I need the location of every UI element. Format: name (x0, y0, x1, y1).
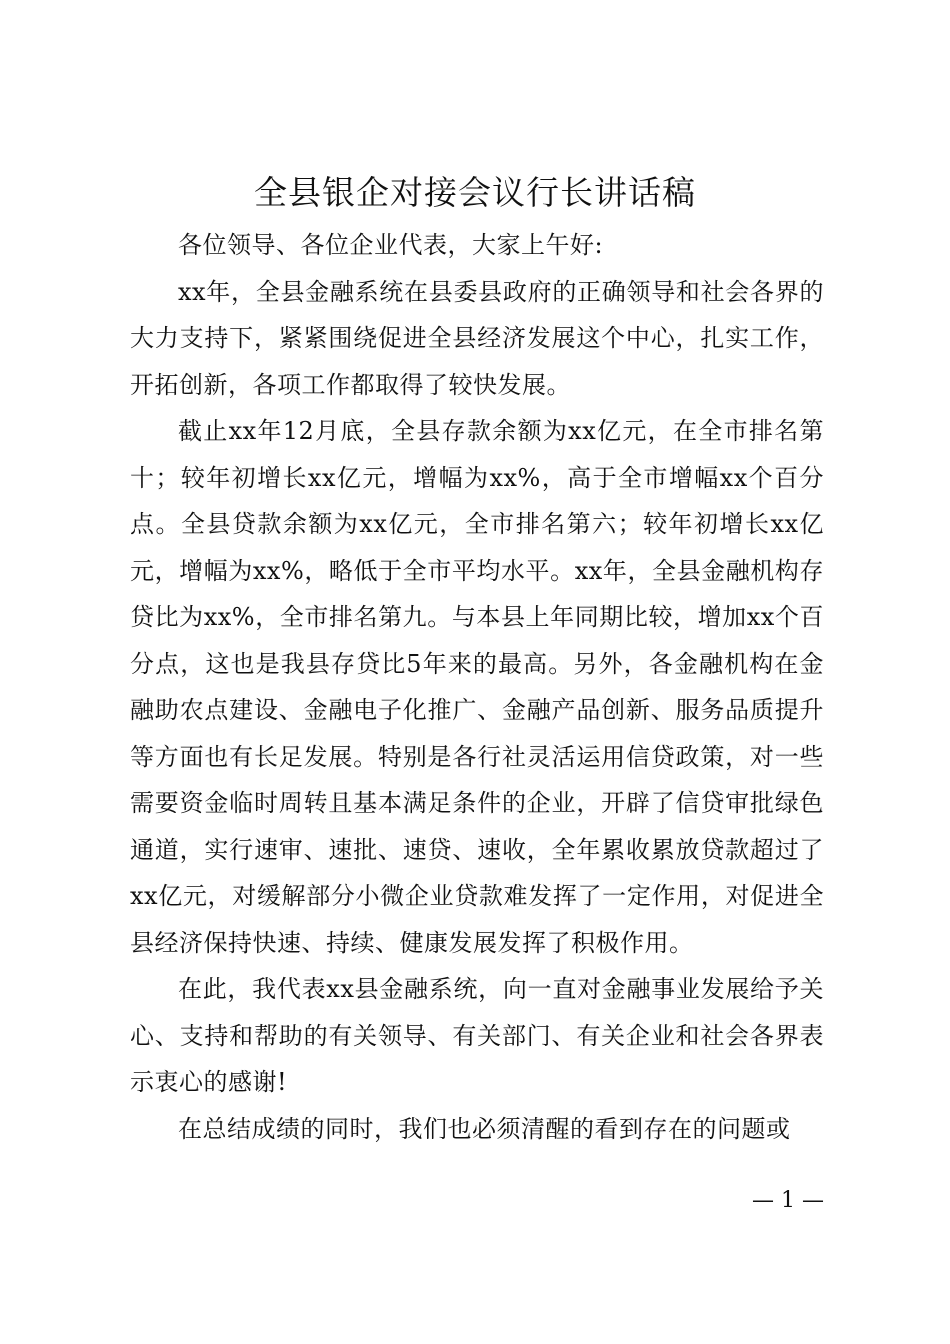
paragraph-problems: 在总结成绩的同时，我们也必须清醒的看到存在的问题或 (178, 1114, 791, 1143)
document-body (130, 222, 824, 1152)
paragraph-statistics: 截止xx年12月底，全县存款余额为xx亿元，在全市排名第十；较年初增长xx亿元，增幅为xx%，高于全市增幅xx个百分点。全县贷款余额为xx亿元，全市排名第六；较年初增长xx亿元，增幅为xx%，略低于全市平均水平。xx年，全县金融机构存贷比为xx%，全市排名第九。与本县上年同期比较，增加xx个百分点，这也是我县存贷比5年来的最高。另外，各金融机构在金融助农点建设、金融电子化推广、金融产品创新、服务品质提升等方面也有长足发展。特别是各行社灵活运用信贷政策，对一些需要资金临时周转且基本满足条件的企业，开辟了信贷审批绿色通道，实行速审、速批、速贷、速收，全年累收累放贷款超过了xx亿元，对缓解部分小微企业贷款难发挥了一定作用，对促进全县经济保持快速、持续、健康发展发挥了积极作用。 (130, 417, 824, 957)
document-title: 全县银企对接会议行长讲话稿 (254, 173, 696, 212)
paragraph-overview: xx年，全县金融系统在县委县政府的正确领导和社会各界的大力支持下，紧紧围绕促进全县经济发展这个中心，扎实工作，开拓创新，各项工作都取得了较快发展。 (130, 277, 824, 399)
paragraph-greeting: 各位领导、各位企业代表，大家上午好: (178, 231, 604, 259)
page-number: — 1 — (752, 1188, 824, 1213)
paragraph-thanks: 在此，我代表xx县金融系统，向一直对金融事业发展给予关心、支持和帮助的有关领导、有关部门、有关企业和社会各界表示衷心的感谢! (130, 975, 824, 1096)
